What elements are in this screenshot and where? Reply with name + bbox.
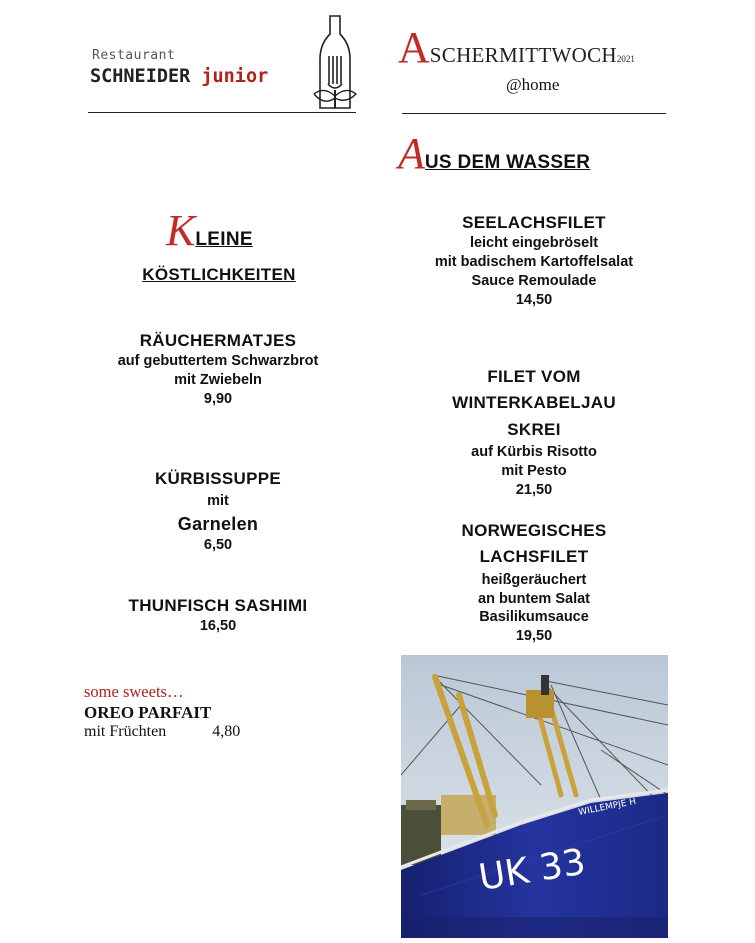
- ship-name: WILLEMPJE H: [577, 796, 637, 818]
- title-text: SCHERMITTWOCH: [429, 43, 617, 67]
- ship-number: UK 33: [475, 841, 589, 899]
- menu-item-seelachsfilet: [386, 212, 682, 309]
- boat-photo: [401, 655, 668, 938]
- menu-item-price: 9,90: [203, 390, 233, 407]
- menu-item-name: WINTERKABELJAU: [452, 393, 616, 413]
- menu-item-raeuchermatjes: [70, 330, 366, 409]
- section-heading-kleine-line2: [88, 265, 350, 285]
- menu-item-desc: mit: [207, 493, 229, 510]
- menu-item-price: 14,50: [515, 291, 553, 308]
- sweets-price: 4,80: [212, 723, 241, 740]
- menu-item-price: 19,50: [515, 628, 553, 645]
- menu-item-price: 6,50: [203, 537, 233, 554]
- menu-item-desc: auf Kürbis Risotto: [471, 444, 597, 461]
- menu-item-kuerbissuppe: [70, 468, 366, 555]
- menu-item-desc: Basilikumsauce: [479, 609, 589, 626]
- menu-item-name: RÄUCHERMATJES: [139, 331, 297, 350]
- section-heading-wasser-text: US DEM WASSER: [424, 152, 591, 173]
- fork-bottle-logo-icon: [310, 14, 360, 110]
- menu-item-name: SEELACHSFILET: [462, 213, 606, 232]
- logo-divider: [88, 112, 356, 113]
- menu-item-name: THUNFISCH SASHIMI: [128, 596, 308, 615]
- title-year: 2021: [616, 54, 635, 64]
- page-subtitle: @home: [506, 75, 560, 94]
- menu-item-desc: mit Pesto: [501, 462, 567, 479]
- restaurant-name-main: SCHNEIDER: [90, 66, 191, 87]
- section-heading-wasser: [398, 128, 590, 179]
- menu-item-name: FILET VOM: [487, 367, 581, 386]
- menu-item-price: 16,50: [199, 618, 237, 635]
- sweets-line: [84, 723, 240, 741]
- section-heading-wasser-initial: A: [398, 129, 425, 178]
- menu-item-price: 21,50: [515, 481, 553, 498]
- title-initial: A: [398, 23, 430, 72]
- menu-item-desc: mit badischem Kartoffelsalat: [434, 253, 634, 270]
- menu-item-name: SKREI: [507, 419, 561, 439]
- restaurant-label: Restaurant: [92, 48, 176, 63]
- sweets-name: OREO PARFAIT: [84, 703, 212, 722]
- fishing-boat-illustration: [401, 655, 668, 938]
- section-heading-kleine: [166, 205, 253, 256]
- menu-item-winterkabeljau: [386, 364, 682, 500]
- menu-item-desc: an buntem Salat: [478, 590, 590, 607]
- page-title: [398, 22, 635, 73]
- restaurant-name: [90, 66, 268, 87]
- menu-item-name: KÜRBISSUPPE: [154, 469, 282, 488]
- section-heading-kleine-line2-text: KÖSTLICHKEITEN: [142, 265, 296, 284]
- sweets-label: some sweets…: [84, 682, 184, 701]
- menu-item-desc: auf gebuttertem Schwarzbrot: [117, 353, 319, 370]
- section-heading-kleine-initial: K: [166, 206, 196, 255]
- menu-item-desc: Sauce Remoulade: [471, 272, 597, 289]
- title-divider: [402, 113, 666, 114]
- restaurant-name-accent: junior: [201, 66, 269, 87]
- menu-item-thunfisch: [70, 595, 366, 636]
- menu-item-lachsfilet: [386, 518, 682, 646]
- menu-item-desc: Garnelen: [177, 513, 259, 534]
- sweets-block: [84, 682, 240, 741]
- menu-item-name: NORWEGISCHES: [461, 521, 607, 540]
- menu-item-desc: leicht eingebröselt: [469, 235, 599, 252]
- sweets-desc: mit Früchten: [84, 723, 167, 740]
- menu-item-desc: heißgeräuchert: [481, 571, 587, 588]
- section-heading-kleine-text: LEINE: [195, 229, 253, 250]
- menu-item-desc: mit Zwiebeln: [174, 371, 262, 388]
- menu-item-name: LACHSFILET: [479, 547, 589, 567]
